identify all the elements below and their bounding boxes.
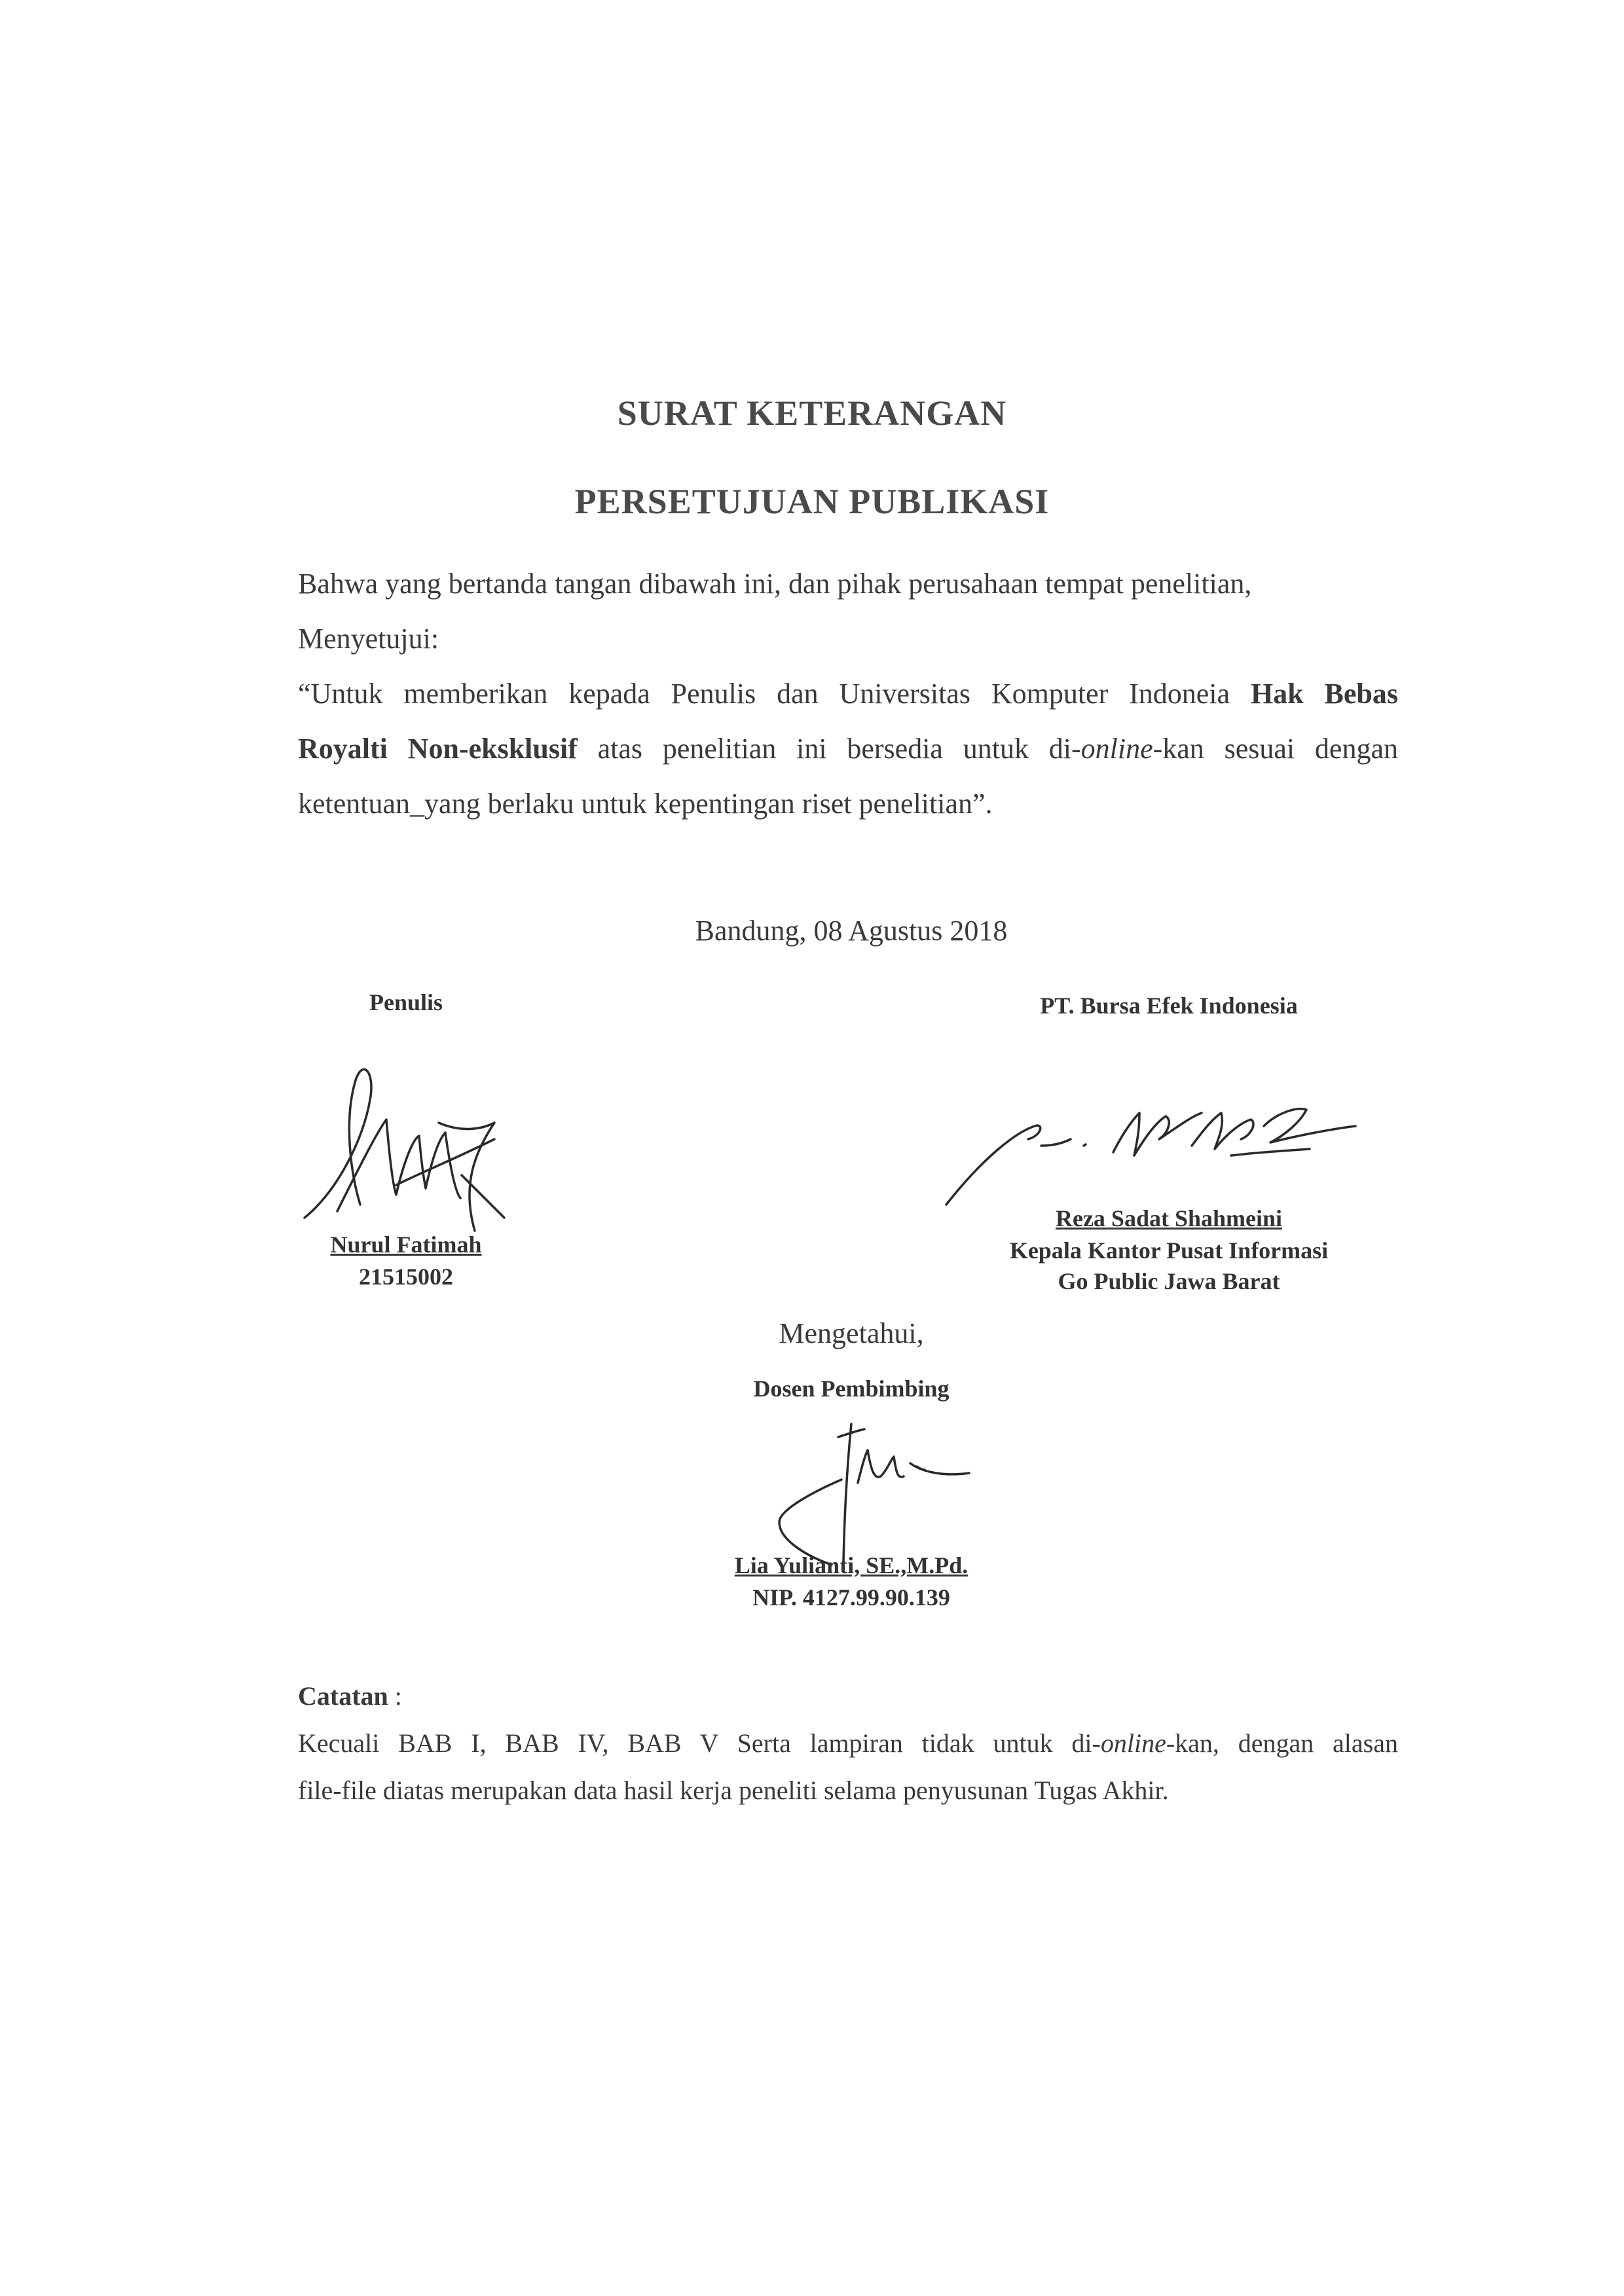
intro-line-2: Menyetujui:	[298, 623, 439, 655]
author-signature	[298, 1061, 514, 1237]
supervisor-label: Dosen Pembimbing	[753, 1376, 950, 1402]
supervisor-name: Lia Yulianti, SE.,M.Pd.	[734, 1552, 969, 1578]
document-title: SURAT KETERANGAN	[617, 393, 1007, 433]
note-line-2: file-file diatas merupakan data hasil kerja peneliti selama penyusunan Tugas Akhir.	[298, 1776, 1169, 1805]
author-name: Nurul Fatimah	[330, 1231, 482, 1258]
intro-paragraph	[298, 556, 1398, 831]
note-label: Catatan	[298, 1681, 388, 1711]
company-signer-name: Reza Sadat Shahmeini	[1055, 1205, 1283, 1231]
author-label: Penulis	[369, 989, 443, 1015]
quote-bold-1: Hak Bebas	[1250, 678, 1398, 710]
document-subtitle: PERSETUJUAN PUBLIKASI	[574, 482, 1050, 521]
quote-line-2	[298, 721, 1398, 776]
company-signature-drawing	[943, 1074, 1362, 1211]
supervisor-signature-drawing	[766, 1417, 976, 1568]
author-id: 21515002	[359, 1264, 453, 1290]
company-signer-position-1: Kepala Kantor Pusat Informasi	[1009, 1237, 1329, 1264]
supervisor-nip: NIP. 4127.99.90.139	[752, 1584, 950, 1611]
place-date: Bandung, 08 Agustus 2018	[695, 915, 1008, 947]
intro-line-1: Bahwa yang bertanda tangan dibawah ini, dan pihak perusahaan tempat penelitian,	[298, 568, 1252, 600]
note-text-1: Kecuali BAB I, BAB IV, BAB V Serta lampiran tidak untuk di-	[298, 1728, 1101, 1758]
acknowledged-label: Mengetahui,	[779, 1317, 924, 1349]
company-label: PT. Bursa Efek Indonesia	[1040, 993, 1298, 1019]
note-italic: online	[1100, 1728, 1166, 1758]
quote-text-2: atas penelitian ini bersedia untuk di-	[577, 733, 1081, 765]
company-signer-position-2: Go Public Jawa Barat	[1058, 1268, 1280, 1294]
note-text-2: -kan, dengan alasan	[1166, 1728, 1398, 1758]
quote-text-1: “Untuk memberikan kepada Penulis dan Universitas Komputer Indoneia	[298, 678, 1251, 710]
note-heading	[298, 1673, 1398, 1720]
quote-line-1	[298, 666, 1398, 721]
note-line-1	[298, 1720, 1398, 1767]
quote-italic: online	[1080, 733, 1153, 765]
note-colon: :	[388, 1681, 402, 1711]
quote-bold-2: Royalti Non-eksklusif	[298, 733, 578, 765]
author-signature-drawing	[298, 1061, 514, 1237]
quote-text-3: -kan sesuai dengan	[1153, 733, 1398, 765]
quote-line-3: ketentuan_yang berlaku untuk kepentingan riset penelitian”.	[298, 788, 993, 820]
company-signature	[943, 1074, 1362, 1211]
note-block	[298, 1673, 1398, 1814]
supervisor-signature	[766, 1417, 976, 1568]
